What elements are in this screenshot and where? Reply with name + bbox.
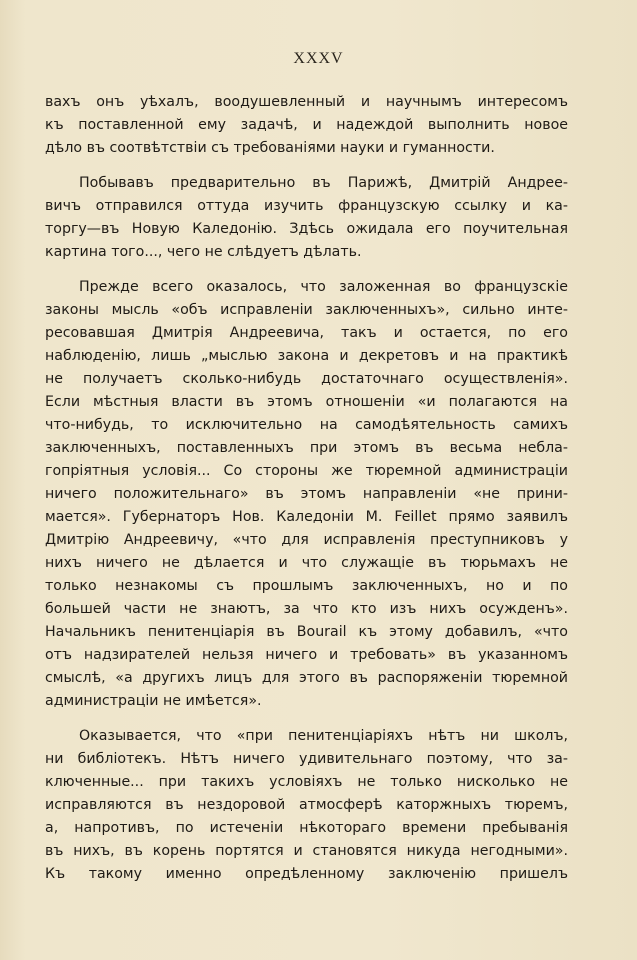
text-line: Побывавъ предварительно въ Парижѣ, Дмитрій Андрее- xyxy=(79,175,568,191)
text-line: отъ надзирателей нельзя ничего и требовать» въ указанномъ xyxy=(45,647,568,663)
text-line: вахъ онъ уѣхалъ, воодушевленный и научнымъ интересомъ xyxy=(45,94,568,110)
text-line: ни библіотекъ. Нѣтъ ничего удивительнаго поэтому, что за- xyxy=(45,751,568,767)
text-line: Къ такому именно опредѣленному заключенію пришелъ xyxy=(45,866,568,882)
text-line: вичъ отправился оттуда изучить французскую ссылку и ка- xyxy=(45,198,568,214)
text-line: наблюденію, лишь „мыслью закона и декретовъ и на практикѣ xyxy=(45,348,568,364)
paragraph xyxy=(45,172,568,264)
text-line: ничего положительнаго» въ этомъ направленіи «не прини- xyxy=(45,486,568,502)
text-line: Начальникъ пенитенціарія въ Bourail къ этому добавилъ, «что xyxy=(45,624,568,640)
text-line: нихъ ничего не дѣлается и что служащіе въ тюрьмахъ не xyxy=(45,555,568,571)
text-line: Если мѣстныя власти въ этомъ отношеніи «и полагаются на xyxy=(45,394,568,410)
text-line: Прежде всего оказалось, что заложенная во французскіе xyxy=(79,279,568,295)
text-line: не получаетъ сколько-нибудь достаточнаго осуществленія». xyxy=(45,371,568,387)
text-line: торгу—въ Новую Каледонію. Здѣсь ожидала его поучительная xyxy=(45,221,568,237)
body-text xyxy=(45,91,568,886)
text-line: въ нихъ, въ корень портятся и становятся никуда негодными». xyxy=(45,843,568,859)
text-line: законы мысль «объ исправленіи заключенныхъ», сильно инте- xyxy=(45,302,568,318)
text-line: исправляются въ нездоровой атмосферѣ каторжныхъ тюремъ, xyxy=(45,797,568,813)
text-line: дѣло въ соотвѣтствіи съ требованіями науки и гуманности. xyxy=(45,140,495,156)
text-line: заключенныхъ, поставленныхъ при этомъ въ весьма небла- xyxy=(45,440,568,456)
text-line: ключенные... при такихъ условіяхъ не только нисколько не xyxy=(45,774,568,790)
page-number: XXXV xyxy=(293,50,344,67)
text-line: ресовавшая Дмитрія Андреевича, такъ и остается, по его xyxy=(45,325,568,341)
text-line: Дмитрію Андреевичу, «что для исправленія преступниковъ у xyxy=(45,532,568,548)
text-line: Оказывается, что «при пенитенціаріяхъ нѣтъ ни школъ, xyxy=(79,728,568,744)
text-line: а, напротивъ, по истеченіи нѣкотораго времени пребыванія xyxy=(45,820,568,836)
paragraph xyxy=(45,91,568,160)
text-line: большей части не знаютъ, за что кто изъ нихъ осужденъ». xyxy=(45,601,568,617)
text-line: картина того..., чего не слѣдуетъ дѣлать. xyxy=(45,244,362,260)
paragraph xyxy=(45,276,568,713)
text-line: только незнакомы съ прошлымъ заключенныхъ, но и по xyxy=(45,578,568,594)
text-line: къ поставленной ему задачѣ, и надеждой выполнить новое xyxy=(45,117,568,133)
text-line: гопріятныя условія... Со стороны же тюремной администраціи xyxy=(45,463,568,479)
text-line: смыслѣ, «а другихъ лицъ для этого въ распоряженіи тюремной xyxy=(45,670,568,686)
text-line: что-нибудь, то исключительно на самодѣятельность самихъ xyxy=(45,417,568,433)
text-line: мается». Губернаторъ Нов. Каледоніи M. Feillet прямо заявилъ xyxy=(45,509,568,525)
paragraph xyxy=(45,725,568,886)
text-line: администраціи не имѣется». xyxy=(45,693,262,709)
